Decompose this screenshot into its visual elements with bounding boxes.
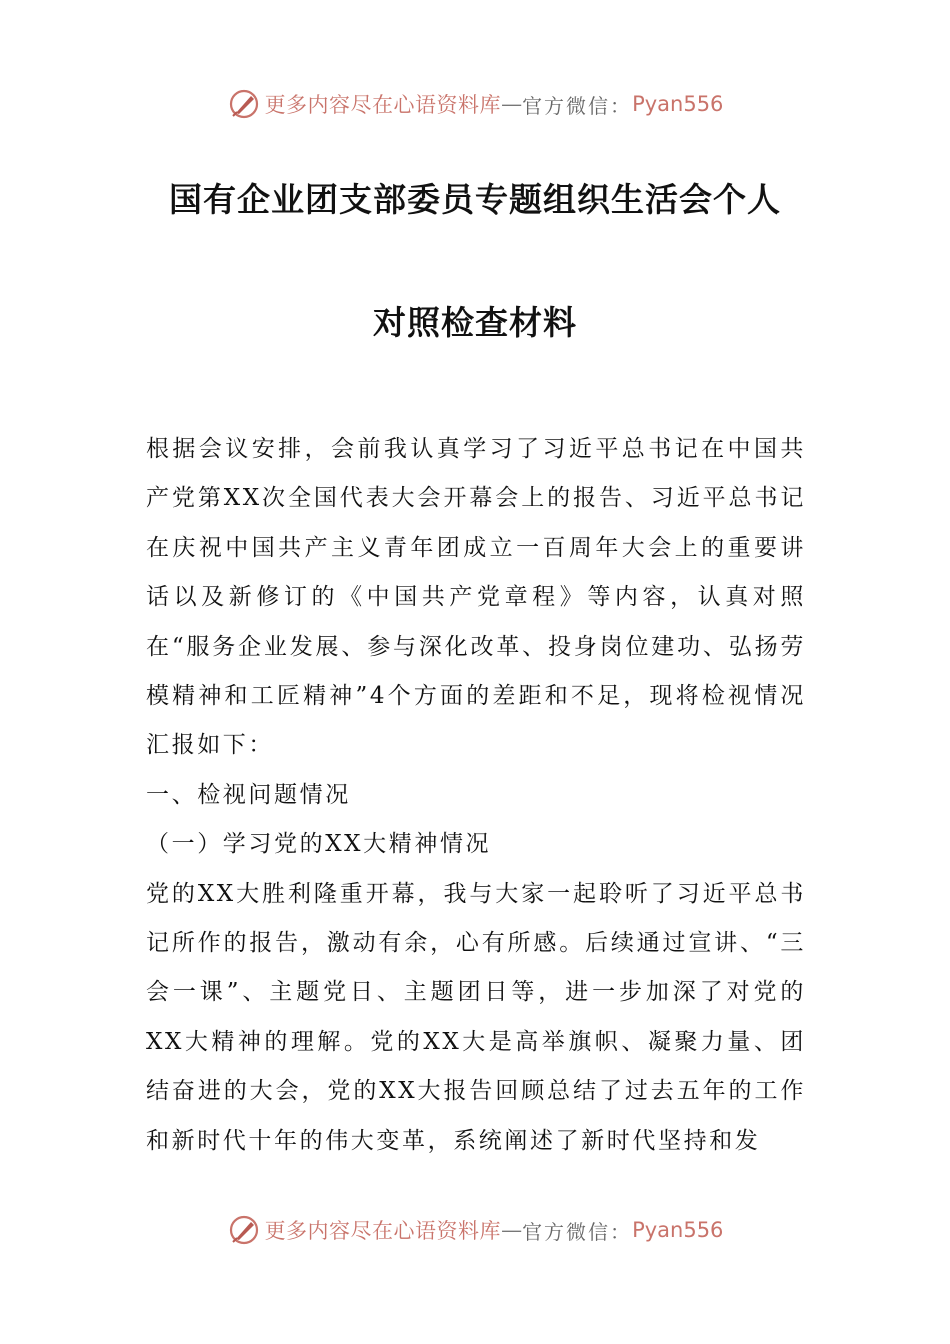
watermark-text: 更多内容尽在心语资料库: [264, 1219, 502, 1243]
watermark-text: 更多内容尽在心语资料库: [264, 93, 502, 117]
document-body: [146, 425, 806, 1166]
intro-paragraph: 根据会议安排，会前我认真学习了习近平总书记在中国共产党第XX次全国代表大会开幕会上的报告、习近平总书记在庆祝中国共产主义青年团成立一百周年大会上的重要讲话以及新修订的《中国共产党章程》等内容，认真对照在“服务企业发展、参与深化改革、投身岗位建功、弘扬劳模精神和工匠精神”4个方面的差距和不足，现将检视情况汇报如下：: [146, 436, 806, 759]
watermark-separator: —: [501, 92, 523, 116]
watermark-wechat-id: Pyan556: [632, 1218, 724, 1242]
header-watermark: [0, 84, 950, 124]
section-heading: 一、检视问题情况: [146, 781, 351, 808]
quill-circle-logo-icon: [227, 87, 261, 121]
body-paragraph: 党的XX大胜利隆重开幕，我与大家一起聆听了习近平总书记所作的报告，激动有余，心有所感。后续通过宣讲、“三会一课”、主题党日、主题团日等，进一步加深了对党的XX大精神的理解。党的XX大是高举旗帜、凝聚力量、团结奋进的大会，党的XX大报告回顾总结了过去五年的工作和新时代十年的伟大变革，系统阐述了新时代坚持和发: [146, 880, 806, 1154]
watermark-wechat-id: Pyan556: [632, 92, 724, 116]
quill-circle-logo-icon: [227, 1213, 261, 1247]
watermark-wechat-label: 官方微信：: [522, 93, 633, 118]
document-title-line2: 对照检查材料: [373, 303, 577, 342]
footer-watermark: [0, 1210, 950, 1250]
watermark-wechat-label: 官方微信：: [522, 1219, 633, 1244]
subsection-heading: （一）学习党的XX大精神情况: [146, 831, 492, 858]
watermark-separator: —: [501, 1218, 523, 1242]
document-title-line1: 国有企业团支部委员专题组织生活会个人: [169, 180, 781, 219]
